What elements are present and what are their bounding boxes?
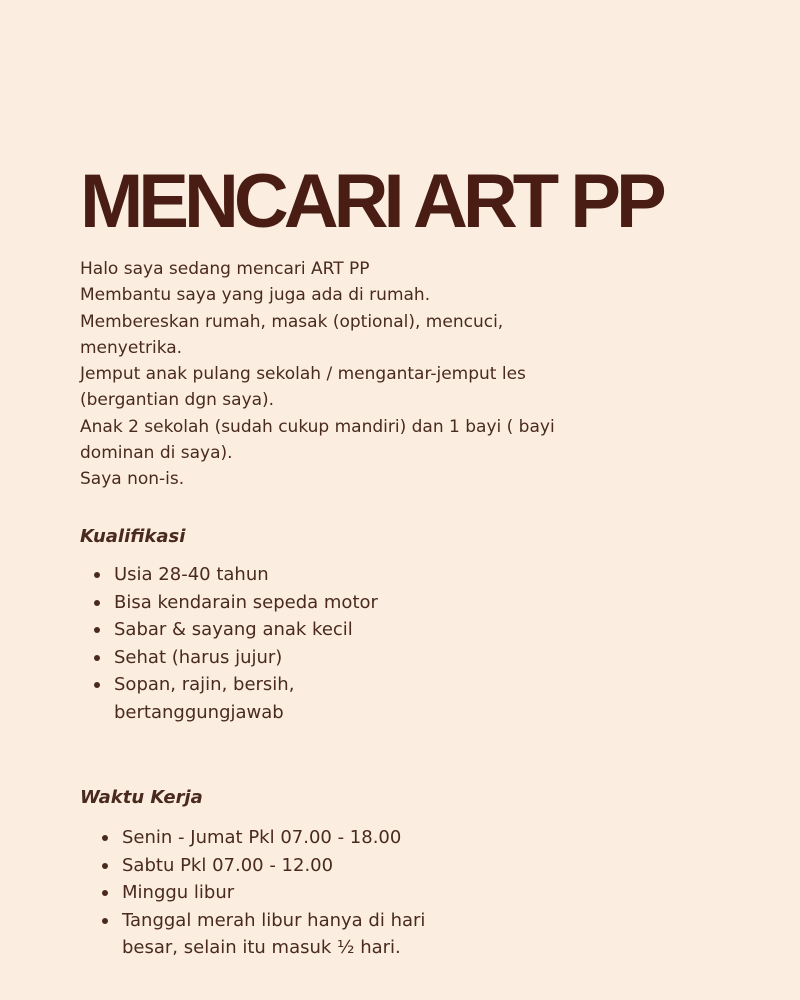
list-item-text: Tanggal merah libur hanya di hari besar, selain itu masuk ½ hari. (122, 909, 426, 958)
list-item (94, 616, 434, 644)
kualifikasi-list (94, 561, 434, 726)
list-item-text: Minggu libur (122, 882, 235, 903)
list-item (94, 644, 434, 672)
list-item-text: Sehat (harus jujur) (114, 646, 283, 668)
intro-line: Saya non-is. (80, 469, 185, 490)
list-item-text: Sopan, rajin, bersih, bertanggungjawab (114, 674, 295, 723)
intro-line: Halo saya sedang mencari ART PP (80, 259, 370, 279)
list-item (102, 824, 462, 852)
intro-line: dominan di saya). (80, 443, 233, 464)
list-item (102, 907, 462, 962)
intro-text (80, 256, 580, 493)
list-item-text: Bisa kendarain sepeda motor (114, 591, 378, 613)
bullet-icon (94, 627, 100, 633)
bullet-icon (102, 890, 108, 896)
list-item (94, 589, 434, 617)
bullet-icon (94, 682, 100, 688)
bullet-icon (102, 863, 108, 869)
list-item (94, 671, 434, 726)
intro-line: Membantu saya yang juga ada di rumah. (80, 285, 431, 306)
bullet-icon (94, 655, 100, 661)
list-item (102, 879, 462, 907)
list-item-text: Sabtu Pkl 07.00 - 12.00 (122, 854, 334, 876)
list-item (94, 561, 434, 589)
intro-line: (bergantian dgn saya). (80, 390, 275, 411)
list-item-text: Sabar & sayang anak kecil (114, 619, 353, 640)
waktu-kerja-heading: Waktu Kerja (80, 787, 203, 808)
list-item-text: Usia 28-40 tahun (114, 564, 269, 585)
intro-line: menyetrika. (80, 337, 183, 358)
bullet-icon (94, 600, 100, 606)
list-item-text: Senin - Jumat Pkl 07.00 - 18.00 (122, 827, 402, 848)
kualifikasi-heading: Kualifikasi (80, 526, 186, 547)
list-item (102, 852, 462, 880)
intro-line: Jemput anak pulang sekolah / mengantar-jemput les (80, 364, 526, 385)
bullet-icon (94, 572, 100, 578)
intro-line: Anak 2 sekolah (sudah cukup mandiri) dan 1 bayi ( bayi (80, 416, 555, 437)
intro-line: Membereskan rumah, masak (optional), mencuci, (80, 311, 504, 332)
waktu-kerja-list (102, 824, 462, 962)
bullet-icon (102, 918, 108, 924)
bullet-icon (102, 835, 108, 841)
page-title: MENCARI ART PP (80, 159, 662, 244)
